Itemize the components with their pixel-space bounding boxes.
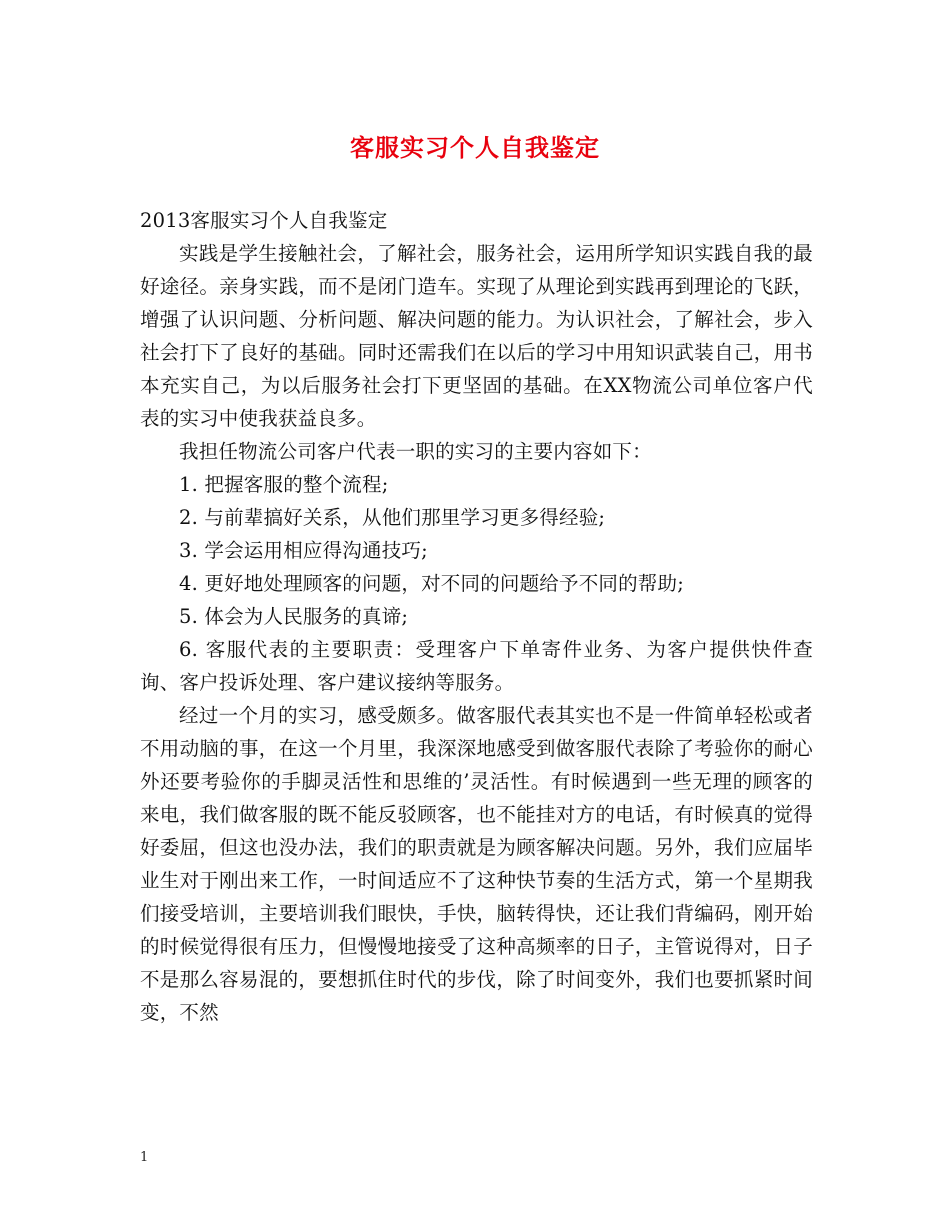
body-paragraph: 我担任物流公司客户代表一职的实习的主要内容如下：: [179, 440, 652, 463]
list-item: 5. 体会为人民服务的真谛;: [179, 605, 409, 628]
list-item: 6. 客服代表的主要职责：受理客户下单寄件业务、为客户提供快件查询、客户投诉处理、客户建议接纳等服务。: [140, 638, 813, 694]
body-paragraph: 经过一个月的实习，感受颇多。做客服代表其实也不是一件简单轻松或者不用动脑的事，在这一个月里，我深深地感受到做客服代表除了考验你的耐心外还要考验你的手脚灵活性和思维的’灵活性。有时候遇到一些无理的顾客的来电，我们做客服的既不能反驳顾客，也不能挂对方的电话，有时候真的觉得好委屈，但这也没办法，我们的职责就是为顾客解决问题。另外，我们应届毕业生对于刚出来工作，一时间适应不了这种快节奏的生活方式，第一个星期我们接受培训，主要培训我们眼快，手快，脑转得快，还让我们背编码，刚开始的时候觉得很有压力，但慢慢地接受了这种高频率的日子，主管说得对，日子不是那么容易混的，要想抓住时代的步伐，除了时间变外，我们也要抓紧时间变，不然: [140, 704, 813, 1024]
list-item: 1. 把握客服的整个流程;: [179, 473, 389, 496]
page-number: 1: [140, 1150, 149, 1165]
document-body: [140, 204, 813, 1029]
list-item: 4. 更好地处理顾客的问题，对不同的问题给予不同的帮助;: [179, 572, 684, 595]
document-subtitle: 2013客服实习个人自我鉴定: [140, 209, 388, 232]
document-title: 客服实习个人自我鉴定: [350, 133, 600, 162]
body-paragraph: 实践是学生接触社会，了解社会，服务社会，运用所学知识实践自我的最好途径。亲身实践，而不是闭门造车。实现了从理论到实践再到理论的飞跃，增强了认识问题、分析问题、解决问题的能力。为认识社会，了解社会，步入社会打下了良好的基础。同时还需我们在以后的学习中用知识武装自己，用书本充实自己，为以后服务社会打下更坚固的基础。在XX物流公司单位客户代表的实习中使我获益良多。: [140, 242, 813, 430]
list-item: 3. 学会运用相应得沟通技巧;: [179, 539, 428, 562]
list-item: 2. 与前辈搞好关系，从他们那里学习更多得经验;: [179, 506, 606, 529]
